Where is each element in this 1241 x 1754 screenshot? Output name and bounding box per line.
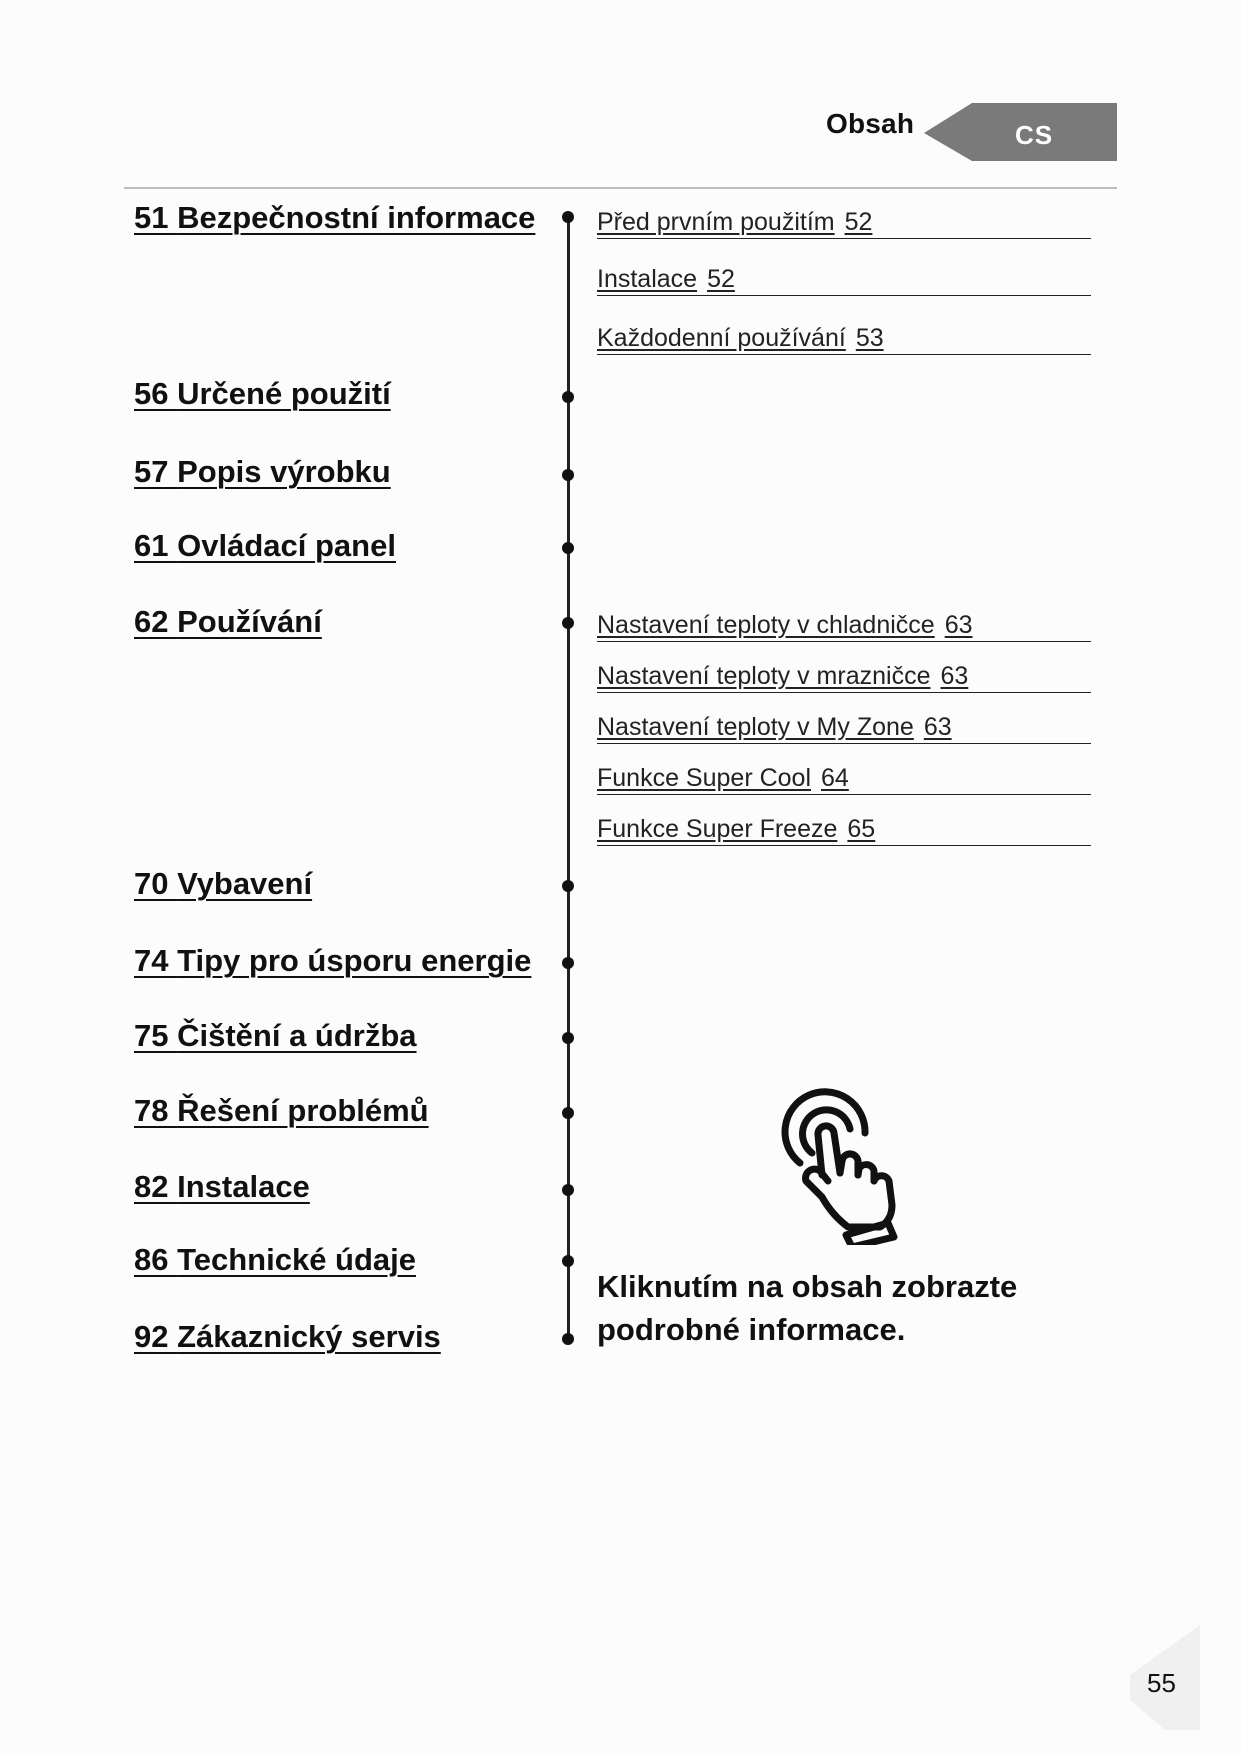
timeline-dot (562, 542, 574, 554)
toc-entry-page: 78 (134, 1093, 169, 1128)
timeline-dot (562, 1333, 574, 1345)
timeline-dot (562, 1032, 574, 1044)
toc-subentry-page: 52 (844, 208, 873, 236)
timeline-dot (562, 880, 574, 892)
toc-entry-page: 75 (134, 1018, 169, 1053)
toc-subentry-super-freeze[interactable] (597, 815, 1091, 846)
toc-subentry-super-cool[interactable] (597, 764, 1091, 795)
toc-entry-label: Vybavení (177, 866, 313, 901)
toc-subentry-page: 63 (944, 611, 973, 639)
toc-entry-label: Tipy pro úsporu energie (177, 943, 532, 978)
toc-entry-page: 61 (134, 528, 169, 563)
toc-subentry-label: Nastavení teploty v mrazničce (597, 662, 931, 690)
timeline-dot (562, 957, 574, 969)
language-code: CS (1015, 120, 1054, 150)
toc-subentry-label: Nastavení teploty v chladničce (597, 611, 935, 639)
toc-entry-technicke-udaje[interactable] (134, 1242, 416, 1278)
toc-subentry-kazdodenni-pouzivani[interactable] (597, 324, 1091, 355)
toc-subentry-label: Nastavení teploty v My Zone (597, 713, 914, 741)
touch-hand-icon (770, 1085, 920, 1245)
toc-entry-popis-vyrobku[interactable] (134, 454, 391, 490)
toc-entry-label: Určené použití (177, 376, 391, 411)
page-number: 55 (1147, 1668, 1176, 1698)
toc-entry-page: 82 (134, 1169, 169, 1204)
timeline-dot (562, 1184, 574, 1196)
toc-entry-pouzivani[interactable] (134, 604, 322, 640)
toc-entry-bezpecnostni-informace[interactable] (134, 200, 535, 236)
toc-subentry-page: 53 (855, 324, 884, 352)
toc-entry-vybaveni[interactable] (134, 866, 312, 902)
section-title: Obsah (826, 108, 915, 139)
toc-entry-page: 56 (134, 376, 169, 411)
toc-subentry-page: 65 (847, 815, 876, 843)
timeline-dot (562, 617, 574, 629)
toc-subentry-page: 52 (707, 265, 735, 293)
header-divider (124, 187, 1117, 189)
toc-entry-page: 86 (134, 1242, 169, 1277)
toc-subentry-label: Instalace (597, 265, 698, 293)
toc-entry-tipy-pro-usporu-energie[interactable] (134, 943, 531, 979)
toc-entry-label: Čištění a údržba (177, 1018, 417, 1053)
toc-entry-reseni-problemu[interactable] (134, 1093, 429, 1129)
toc-subentry-page: 63 (923, 713, 952, 741)
toc-entry-page: 51 (134, 200, 169, 235)
toc-entry-label: Používání (177, 604, 322, 639)
toc-subentry-label: Funkce Super Cool (597, 764, 812, 792)
toc-entry-page: 57 (134, 454, 169, 489)
toc-subentry-instalace[interactable] (597, 265, 1091, 296)
timeline-dot (562, 469, 574, 481)
toc-entry-zakaznicky-servis[interactable] (134, 1319, 441, 1355)
toc-entry-label: Zákaznický servis (177, 1319, 441, 1354)
timeline-spine (567, 214, 570, 1342)
toc-entry-label: Bezpečnostní informace (177, 200, 536, 235)
toc-subentry-label: Funkce Super Freeze (597, 815, 838, 843)
toc-entry-page: 92 (134, 1319, 169, 1354)
toc-subentry-pred-prvnim-pouzitim[interactable] (597, 208, 1091, 239)
toc-entry-label: Technické údaje (177, 1242, 417, 1277)
toc-entry-urcene-pouziti[interactable] (134, 376, 391, 412)
toc-entry-page: 70 (134, 866, 169, 901)
toc-entry-page: 62 (134, 604, 169, 639)
toc-subentry-teplota-chladnicka[interactable] (597, 611, 1091, 642)
toc-entry-label: Ovládací panel (177, 528, 396, 563)
timeline-dot (562, 391, 574, 403)
timeline-dot (562, 211, 574, 223)
timeline-dot (562, 1107, 574, 1119)
toc-entry-ovladaci-panel[interactable] (134, 528, 396, 564)
toc-subentry-page: 63 (940, 662, 969, 690)
toc-subentry-label: Každodenní používání (597, 324, 846, 352)
toc-entry-cisteni-a-udrzba[interactable] (134, 1018, 417, 1054)
toc-entry-label: Řešení problémů (177, 1093, 429, 1128)
toc-entry-label: Instalace (177, 1169, 310, 1204)
toc-entry-label: Popis výrobku (177, 454, 391, 489)
toc-subentry-page: 64 (821, 764, 849, 792)
toc-subentry-teplota-mraznicka[interactable] (597, 662, 1091, 693)
click-hint-text: Kliknutím na obsah zobrazte podrobné informace. (597, 1269, 1018, 1347)
toc-subentry-label: Před prvním použitím (597, 208, 835, 236)
timeline-dot (562, 1255, 574, 1267)
toc-subentry-teplota-my-zone[interactable] (597, 713, 1091, 744)
toc-entry-page: 74 (134, 943, 169, 978)
toc-entry-instalace[interactable] (134, 1169, 310, 1205)
